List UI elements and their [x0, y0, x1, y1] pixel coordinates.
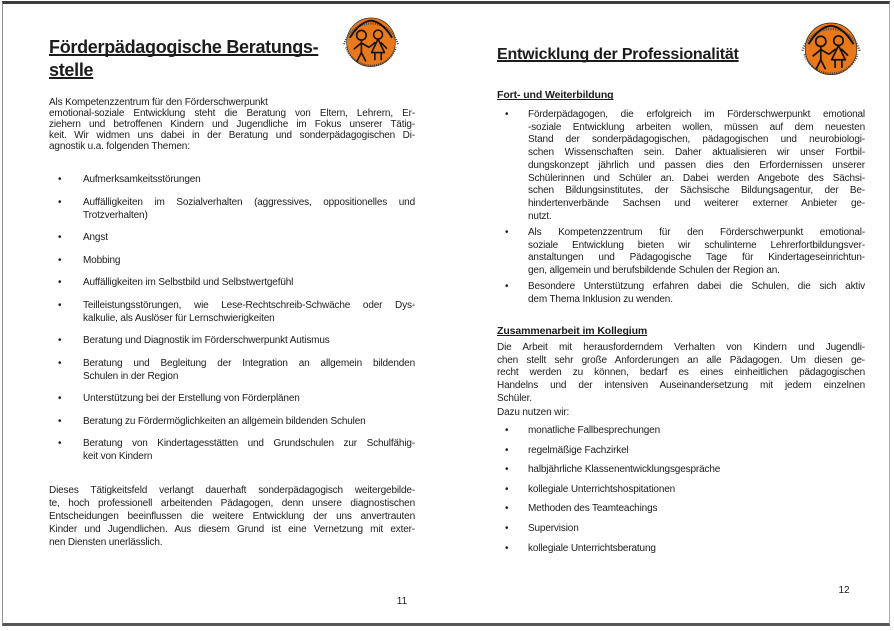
list-item	[497, 523, 865, 536]
text-line: te, hoch professionell arbeitenden Pädagogen, denn unsere diagnostischen	[49, 498, 415, 509]
bullet-icon: •	[505, 464, 509, 476]
bullet-icon: •	[58, 232, 62, 243]
text-line: emotional-soziale Entwicklung steht die Beratung von Eltern, Lehrern, Er-	[49, 108, 415, 119]
text-line: kollegiale Unterrichtshospitationen	[528, 483, 676, 495]
text-line: Trotzverhalten)	[83, 209, 148, 221]
text-line: regelmäßige Fachzirkel	[528, 444, 629, 456]
list-item	[49, 437, 415, 463]
bullet-text	[528, 523, 865, 536]
bullet-text	[83, 231, 415, 244]
text-line: Methoden des Teamteachings	[528, 503, 658, 515]
text-line: Kinder und Jugendlichen. Aus diesem Grund ist eine Vernetzung mit exter-	[49, 524, 415, 535]
bullet-icon: •	[58, 174, 62, 185]
list-item	[49, 334, 415, 347]
bullet-icon: •	[505, 109, 509, 120]
text-line: ziehern und betroffenen Kindern und Jugendliche im Fokus unserer Tätig-	[49, 119, 415, 130]
bullet-icon: •	[505, 542, 509, 554]
text-line: Supervision	[528, 522, 579, 534]
bullet-icon: •	[505, 483, 509, 495]
text-line: Auffälligkeiten im Sozialverhalten (aggressives, oppositionelles und	[83, 196, 415, 208]
intro-paragraph	[49, 97, 415, 152]
list-item	[49, 392, 415, 405]
bullet-icon: •	[58, 254, 62, 266]
text-line: monatliche Fallbesprechungen	[528, 425, 660, 436]
text-line: Aufmerksamkeitsstörungen	[83, 174, 201, 185]
text-line: schen Bildungsinstitutes, der Sächsische Bildungsagentur, der Be-	[528, 185, 865, 197]
bullet-text	[83, 437, 415, 463]
text-line: kalkulie, als Auslöser für Lernschwierigkeiten	[83, 312, 275, 324]
bullet-text	[83, 254, 415, 267]
text-line: Schülerinnen und Schüler an. Dabei werden Angebote des Sächsi-	[528, 172, 865, 184]
bullet-icon: •	[58, 393, 62, 404]
bullet-text	[83, 415, 415, 428]
text-line: schen Wissenschaften sein. Daher aktualisieren wir unser Fortbil-	[528, 147, 865, 159]
bullet-icon: •	[58, 438, 62, 449]
bullet-icon: •	[505, 425, 509, 436]
text-line: Dieses Tätigkeitsfeld verlangt dauerhaft sonderpädagogisch weitergebilde-	[49, 485, 415, 496]
bullet-text	[83, 196, 415, 222]
text-line: Angst	[83, 232, 108, 243]
text-line: chen stellt sehr große Anforderungen an alle Pädagogen. Um diesen ge-	[497, 354, 865, 366]
bullet-icon: •	[58, 299, 62, 311]
list-item	[497, 281, 865, 306]
section-heading-fortbildung: Fort- und Weiterbildung	[497, 89, 614, 101]
text-line: halbjährliche Klassenentwicklungsgespräche	[528, 464, 721, 476]
bullet-text	[528, 503, 865, 516]
text-line: Unterstützung bei der Erstellung von Förderplänen	[83, 393, 300, 404]
bullet-text	[83, 392, 415, 405]
text-line: Schulen in der Region	[83, 370, 179, 382]
text-line: Förderpädagogen, die erfolgreich im Förderschwerpunkt emotional	[528, 109, 865, 120]
bullet-icon: •	[58, 196, 62, 208]
bullet-icon: •	[58, 357, 62, 369]
text-line: dem Thema Inklusion zu wenden.	[528, 293, 673, 305]
list-item	[497, 445, 865, 458]
bullet-text	[528, 281, 865, 306]
text-line: kollegiale Unterrichtsberatung	[528, 542, 656, 554]
page-title-right: Entwicklung der Professionalität	[497, 46, 739, 63]
list-item	[497, 503, 865, 516]
text-line: keit. Wir widmen uns dabei in der Beratung und sonderpädagogischen Di-	[49, 130, 415, 141]
text-line: hindertenverbände Sachsen und weiterer externer Anbieter ge-	[528, 197, 865, 209]
text-line: recht werden zu können, bedarf es eines einheitlichen pädagogischen	[497, 367, 865, 379]
page-number-right: 12	[838, 585, 850, 596]
list-item	[497, 109, 865, 223]
text-line: keit von Kindern	[83, 451, 153, 462]
school-children-logo-icon	[797, 13, 865, 82]
list-item	[497, 425, 865, 438]
text-line: Entscheidungen beeinflussen die weitere Entwicklung der uns anvertrauten	[49, 511, 415, 522]
bullet-text	[83, 334, 415, 347]
bullet-text	[528, 109, 865, 223]
text-line: soziale Entwicklung bieten wir schulinterne Lehrerfortbildungsver-	[528, 239, 865, 251]
text-line: Handelns und der intensiven Auseinandersetzung mit jedem einzelnen	[497, 380, 865, 392]
text-line: stelle	[49, 60, 94, 80]
bullet-text	[528, 543, 865, 556]
text-line: -soziale Entwicklung arbeiten wollen, müssen auf dem neuesten	[528, 121, 865, 133]
text-line: dungskonzept jährlich und passen dies den Erfordernissen unserer	[528, 159, 865, 171]
text-line: Teilleistungsstörungen, wie Lese-Rechtschreib-Schwäche oder Dys-	[83, 299, 415, 311]
bullet-icon: •	[505, 522, 509, 534]
bullet-icon: •	[58, 415, 62, 427]
text-line: Förderpädagogische Beratungs-	[49, 37, 319, 57]
bullet-icon: •	[505, 226, 509, 238]
kollegium-list	[497, 425, 865, 562]
text-line: Besondere Unterstützung erfahren dabei die Schulen, die sich aktiv	[528, 281, 865, 293]
bullet-text	[528, 464, 865, 477]
text-line: Stand der sonderpädagogischen, pädagogischen und neurobiologi-	[528, 134, 865, 146]
text-line: Mobbing	[83, 254, 121, 266]
list-item	[497, 543, 865, 556]
bullet-text	[83, 299, 415, 325]
bullet-icon: •	[58, 277, 62, 288]
list-item	[49, 415, 415, 428]
text-line: agnostik u.a. folgenden Themen:	[49, 141, 190, 152]
text-line: Als Kompetenzzentrum für den Förderschwerpunkt emotional-	[528, 226, 865, 238]
text-line: Beratung und Diagnostik im Förderschwerpunkt Autismus	[83, 335, 330, 346]
list-item	[49, 357, 415, 383]
bullet-text	[83, 357, 415, 383]
page-title-left	[49, 36, 318, 82]
topics-list	[49, 173, 415, 473]
fortbildung-list	[497, 109, 865, 310]
list-item	[497, 484, 865, 497]
text-line: Schüler.	[497, 392, 532, 404]
page-number-left: 11	[396, 596, 408, 607]
text-line: Die Arbeit mit herausforderndem Verhalten von Kindern und Jugendli-	[497, 342, 865, 353]
text-line: nen Diensten unerlässlich.	[49, 537, 163, 548]
bullet-text	[83, 276, 415, 289]
list-item	[49, 299, 415, 325]
bullet-text	[528, 445, 865, 458]
bullet-text	[528, 227, 865, 278]
list-item	[49, 254, 415, 267]
text-line: Beratung von Kindertagesstätten und Grundschulen zur Schulfähig-	[83, 438, 415, 449]
bullet-icon: •	[505, 503, 509, 515]
list-item	[49, 196, 415, 222]
list-item	[49, 276, 415, 289]
text-line: anstaltungen und Pädagogische Tage für Kindertageseinrichtun-	[528, 252, 865, 264]
section-heading-kollegium: Zusammenarbeit im Kollegium	[497, 325, 648, 337]
school-children-logo-icon	[339, 8, 403, 74]
bullet-icon: •	[505, 281, 509, 293]
bullet-text	[528, 484, 865, 497]
bullet-icon: •	[505, 444, 509, 456]
text-line: Als Kompetenzzentrum für den Förderschwerpunkt	[49, 97, 268, 108]
list-item	[497, 227, 865, 278]
list-item	[49, 173, 415, 186]
bullet-text	[83, 173, 415, 186]
text-line: nutzt.	[528, 210, 552, 222]
bullet-text	[528, 425, 865, 438]
text-line: gen, allgemein und berufsbildende Schulen der Region an.	[528, 264, 780, 276]
kollegium-paragraph	[497, 342, 865, 406]
lead-in-text: Dazu nutzen wir:	[497, 407, 570, 418]
text-line: Beratung und Begleitung der Integration an allgemein bildenden	[83, 357, 415, 369]
bullet-icon: •	[58, 335, 62, 346]
closing-paragraph	[49, 484, 415, 549]
text-line: Beratung zu Fördermöglichkeiten an allgemein bildenden Schulen	[83, 415, 366, 427]
list-item	[49, 231, 415, 244]
text-line: Auffälligkeiten im Selbstbild und Selbstwertgefühl	[83, 277, 294, 288]
list-item	[497, 464, 865, 477]
